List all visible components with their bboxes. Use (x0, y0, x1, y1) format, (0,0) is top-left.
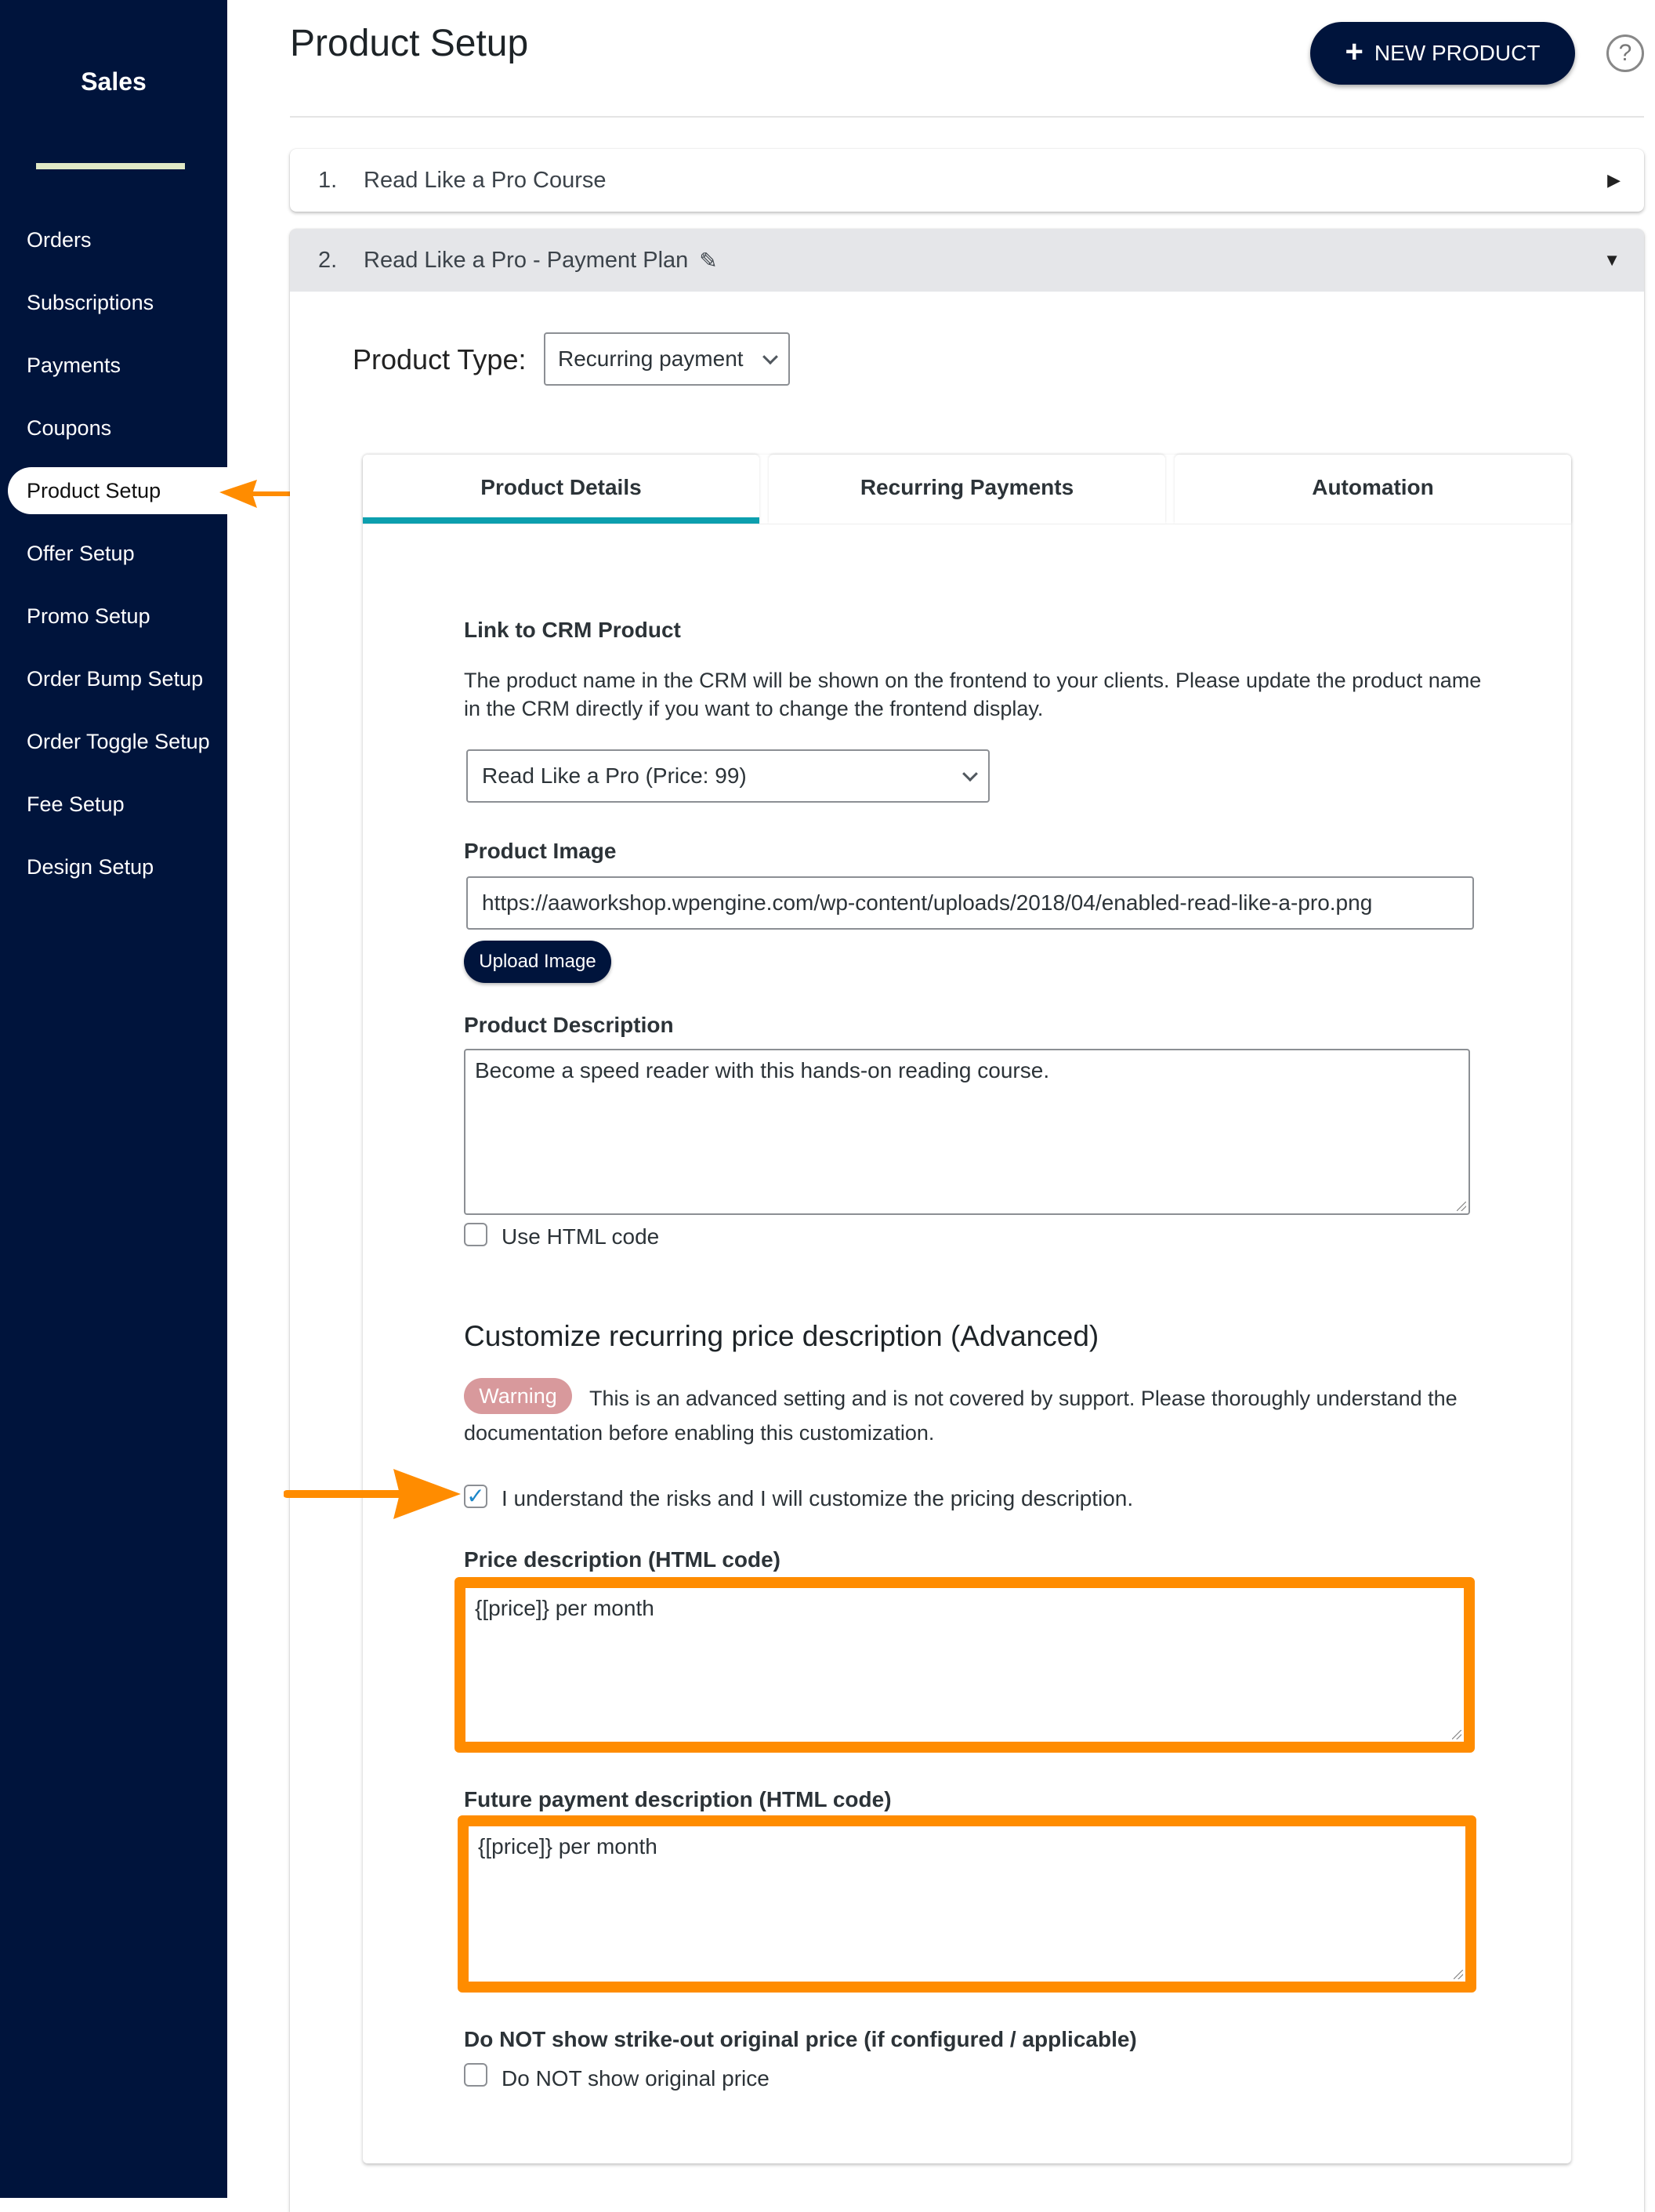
product-description-value: Become a speed reader with this hands-on reading course. (475, 1058, 1050, 1082)
sidebar-item-offer-setup[interactable]: Offer Setup (27, 542, 135, 565)
warning-badge: Warning (464, 1378, 572, 1414)
crm-product-value: Read Like a Pro (Price: 99) (482, 763, 747, 788)
new-product-button[interactable] (1310, 22, 1575, 85)
tab-automation[interactable]: Automation (1175, 455, 1571, 524)
accordion-header[interactable] (290, 149, 1644, 212)
crm-product-label: Link to CRM Product (464, 618, 681, 642)
sidebar-item-order-toggle-setup[interactable]: Order Toggle Setup (27, 730, 210, 753)
use-html-label: Use HTML code (502, 1224, 660, 1249)
future-description-label: Future payment description (HTML code) (464, 1787, 892, 1811)
sidebar (0, 0, 227, 2198)
crm-product-select[interactable] (466, 749, 990, 803)
brand-underline (36, 163, 185, 169)
sidebar-item-promo-setup[interactable]: Promo Setup (27, 604, 150, 628)
product-image-url-value: https://aaworkshop.wpengine.com/wp-content/uploads/2018/04/enabled-read-like-a-pro.png (482, 890, 1373, 915)
sidebar-item-subscriptions[interactable]: Subscriptions (27, 291, 154, 314)
future-description-textarea[interactable] (469, 1826, 1465, 1982)
product-number: 2. (318, 247, 338, 273)
tab-product-details[interactable]: Product Details (363, 455, 759, 524)
upload-image-button[interactable]: Upload Image (464, 941, 611, 983)
resize-handle-icon[interactable] (1452, 1730, 1461, 1739)
advanced-section-title: Customize recurring price description (Advanced) (464, 1320, 1099, 1352)
product-type-select[interactable] (544, 332, 790, 386)
product-name: Read Like a Pro Course (364, 167, 607, 193)
product-type-value: Recurring payment (558, 346, 744, 371)
product-name: Read Like a Pro - Payment Plan (364, 247, 689, 273)
resize-handle-icon[interactable] (1454, 1970, 1463, 1979)
sidebar-item-order-bump-setup[interactable]: Order Bump Setup (27, 667, 204, 691)
use-html-checkbox[interactable] (464, 1223, 487, 1246)
future-description-value: {[price]} per month (478, 1834, 657, 1858)
risk-acknowledge-label: I understand the risks and I will customize the pricing description. (502, 1486, 1134, 1510)
hide-original-price-checkbox[interactable] (464, 2063, 487, 2087)
risk-acknowledge-checkbox[interactable]: ✓ (464, 1485, 487, 1508)
sidebar-item-product-setup[interactable]: Product Setup (8, 467, 227, 514)
sidebar-item-orders[interactable]: Orders (27, 228, 92, 252)
header-divider (290, 116, 1644, 118)
price-description-label: Price description (HTML code) (464, 1547, 780, 1572)
price-description-textarea[interactable] (465, 1588, 1464, 1742)
accordion-header[interactable] (290, 229, 1644, 292)
hide-original-price-label: Do NOT show original price (502, 2066, 770, 2091)
caret-down-icon: ▼ (1603, 250, 1621, 270)
warning-text: This is an advanced setting and is not covered by support. Please thoroughly understand the documentation before enabling this customization. (464, 1387, 1458, 1445)
sidebar-item-fee-setup[interactable]: Fee Setup (27, 792, 125, 816)
price-description-value: {[price]} per month (475, 1596, 654, 1620)
plus-icon: + (1345, 34, 1363, 69)
help-icon[interactable]: ? (1606, 34, 1644, 72)
product-image-label: Product Image (464, 839, 617, 863)
sidebar-brand: Sales (81, 67, 147, 96)
sidebar-item-coupons[interactable]: Coupons (27, 416, 112, 440)
product-image-url-input[interactable] (466, 876, 1474, 930)
product-accordion-1[interactable] (290, 149, 1644, 212)
resize-handle-icon[interactable] (1457, 1202, 1466, 1211)
sidebar-item-payments[interactable]: Payments (27, 354, 121, 377)
crm-help-text: The product name in the CRM will be shown on the frontend to your clients. Please update the product name in the CRM directly if you want to change the frontend display. (464, 669, 1482, 720)
product-description-textarea[interactable] (464, 1049, 1470, 1215)
product-description-label: Product Description (464, 1013, 674, 1037)
pencil-edit-icon[interactable]: ✎ (699, 248, 718, 273)
new-product-label: NEW PRODUCT (1374, 41, 1541, 65)
page-title: Product Setup (290, 23, 529, 64)
product-type-label: Product Type: (353, 343, 527, 375)
caret-right-icon: ▶ (1607, 170, 1621, 190)
chevron-down-icon (962, 766, 978, 781)
annotation-arrow-right-icon (284, 1466, 464, 1521)
sidebar-item-design-setup[interactable]: Design Setup (27, 855, 154, 879)
strikeout-section-label: Do NOT show strike-out original price (if configured / applicable) (464, 2027, 1137, 2051)
tab-recurring-payments[interactable]: Recurring Payments (769, 455, 1165, 524)
chevron-down-icon (762, 349, 778, 364)
product-number: 1. (318, 167, 338, 193)
